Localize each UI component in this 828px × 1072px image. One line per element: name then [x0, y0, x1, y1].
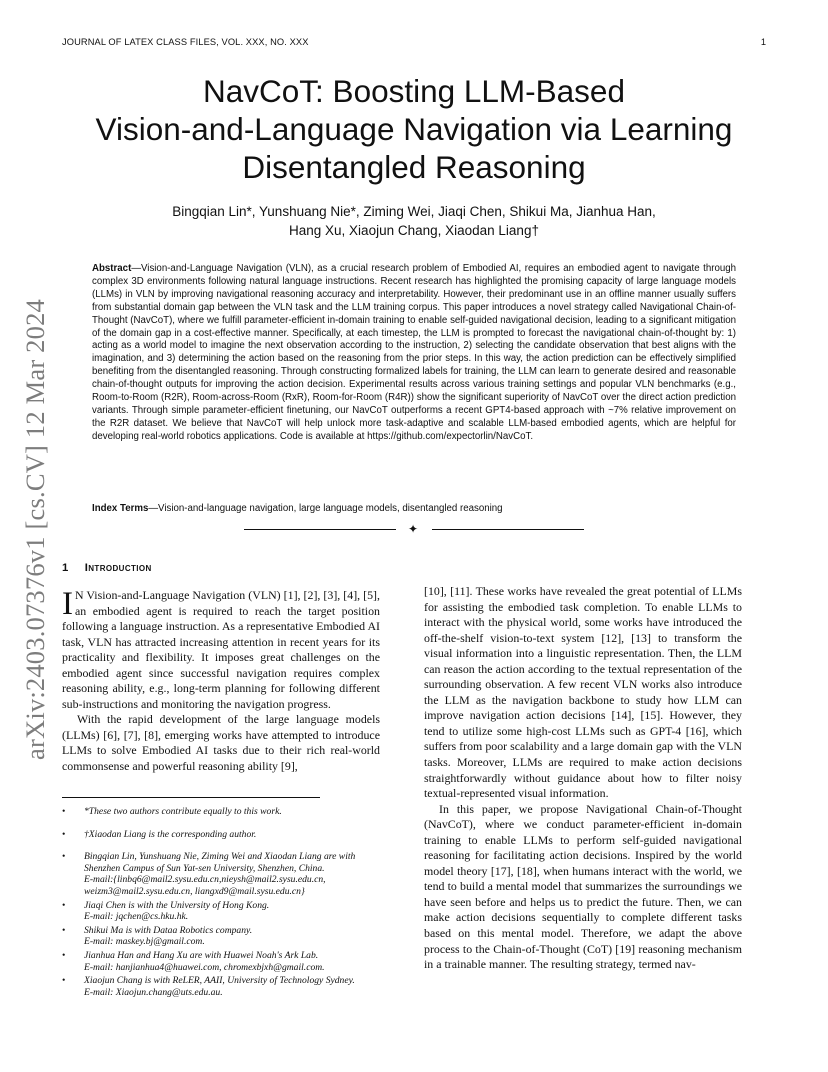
abstract-label: Abstract	[92, 263, 132, 274]
intro-paragraph-3: [10], [11]. These works have revealed the great potential of LLMs for assisting the embodied task completion. To enable LLMs to interact with the physical world, some works have introduced the off-the-shelf vision-to-text system [12], [13] to transform the visual information into a linguistic representation. Then, the LLM can reason the action according to the textual representation of the surrounding observation. A few recent VLN works also introduce the LLM as the navigation backbone to study how LLM can improve navigation action decisions [14], [15]. However, they tend to utilize some high-cost LLMs such as GPT-4 [16], which suffers from poor scalability and a large domain gap with the VLN tasks. Moreover, LLMs are required to make action decisions straightforwardly without guidance about how to filter noisy textual-represented visual information.	[424, 584, 742, 801]
paper-title	[62, 72, 766, 186]
intro-paragraph-1: I N Vision-and-Language Navigation (VLN) [1], [2], [3], [4], [5], an embodied agent is required to reach the target position following a language instruction. As a representative Embodied AI task, VLN has attracted increasing attention in recent years for its practicality and flexibility. It imposes great challenges on the embodied agent since successful navigation requires complex reasoning ability, e.g., long-term planning for following different sub-instructions and monitoring the navigation progress.	[62, 586, 380, 711]
footnote: • Shikui Ma is with Dataa Robotics company. E-mail: maskey.bj@gmail.com.	[62, 924, 253, 948]
abstract	[92, 263, 736, 444]
section-heading	[62, 562, 152, 574]
index-terms-label: Index Terms	[92, 503, 149, 514]
bullet-icon: •	[62, 949, 66, 961]
bullet-icon: •	[62, 924, 66, 936]
author-list	[62, 202, 766, 240]
diamond-icon: ✦	[408, 522, 419, 536]
author-line: Hang Xu, Xiaojun Chang, Xiaodan Liang†	[289, 223, 539, 238]
footnote: • Bingqian Lin, Yunshuang Nie, Ziming Wei and Xiaodan Liang are with Shenzhen Campus of Sun Yat-sen University, Shenzhen, China. E-mail:{linbq6@mail2.sysu.edu.cn,nieysh@mail2.sysu.edu.cn, weizm3@mail2.sysu.edu.cn, liangxd9@mail.sysu.edu.cn}	[62, 851, 356, 897]
arxiv-identifier-stamp: arXiv:2403.07376v1 [cs.CV] 12 Mar 2024	[20, 299, 50, 760]
title-line: NavCoT: Boosting LLM-Based	[203, 73, 625, 109]
footnote: • Xiaojun Chang is with ReLER, AAII, University of Technology Sydney. E-mail: Xiaojun.chang@uts.edu.au.	[62, 975, 355, 998]
drop-cap: I	[62, 586, 73, 622]
bullet-icon: •	[62, 975, 66, 987]
intro-paragraph-2: With the rapid development of the large language models (LLMs) [6], [7], [8], emerging works have attempted to introduce LLMs to solve Embodied AI tasks due to their rich real-world commonsense and powerful reasoning ability [9],	[62, 712, 380, 774]
footnote-rule	[62, 797, 320, 798]
bullet-icon: •	[62, 806, 66, 817]
intro-paragraph-4: In this paper, we propose Navigational Chain-of-Thought (NavCoT), where we conduct parameter-efficient in-domain training to enable LLMs to perform self-guided navigational reasoning for facilitating action decisions. Inspired by the world model theory [17], [18], when humans interact with the world, we tend to build a mental model that summarizes the surroundings we have seen before and helps us to predict the future. Then, we can make action decisions sequentially to complete different tasks based on this mental model. Therefore, we adapt the above process to the Chain-of-Thought (CoT) [19] reasoning mechanism in a trainable manner. The resulting strategy, termed nav-	[424, 801, 742, 972]
bullet-icon: •	[62, 851, 66, 863]
left-column	[62, 588, 380, 775]
separator-line-right	[432, 529, 584, 530]
section-separator	[244, 522, 584, 536]
footnotes	[62, 806, 402, 1000]
separator-line-left	[244, 529, 396, 530]
right-column	[424, 584, 742, 973]
bullet-icon: •	[62, 899, 66, 911]
title-line: Vision-and-Language Navigation via Learning	[95, 111, 733, 147]
index-terms	[92, 502, 736, 515]
page-number: 1	[760, 37, 766, 47]
bullet-icon: •	[62, 828, 66, 840]
abstract-text: —Vision-and-Language Navigation (VLN), as a crucial research problem of Embodied AI, requires an embodied agent to navigate through complex 3D environments following natural language instructions. Recent research has highlighted the promising capacity of large language models (LLMs) in VLN by improving navigational reasoning accuracy and interpretability. However, their predominant use in an offline manner usually suffers from substantial domain gap between the VLN task and the LLM training corpus. This paper introduces a novel strategy called Navigational Chain-of-Thought (NavCoT), where we fulfill parameter-efficient in-domain training to enable self-guided navigational decision, leading to a significant mitigation of the domain gap in a cost-effective manner. Specifically, at each timestep, the LLM is prompted to forecast the navigational chain-of-thought by: 1) acting as a world model to imagine the next observation according to the instruction, 2) selecting the candidate observation that best aligns with the imagination, and 3) determining the action based on the reasoning from the prior steps. In this way, the action prediction can be effectively simplified benefiting from the disentangled reasoning. Through constructing formalized labels for training, the LLM can learn to generate desired and reasonable chain-of-thought outputs for improving the action decision. Experimental results across various training settings and popular VLN benchmarks (e.g., Room-to-Room (R2R), Room-across-Room (RxR), Room-for-Room (R4R)) show the significant superiority of NavCoT over the direct action prediction variants. Through simple parameter-efficient finetuning, our NavCoT outperforms a recent GPT4-based approach with ~7% relative improvement on the R2R dataset. We believe that NavCoT will help unlock more task-adaptive and scalable LLM-based embodied agents, which are helpful for developing real-world robotics applications. Code is available at https://github.com/expectorlin/NavCoT.	[92, 263, 736, 442]
running-head: JOURNAL OF LATEX CLASS FILES, VOL. XXX, NO. XXX	[62, 37, 309, 47]
title-line: Disentangled Reasoning	[242, 149, 586, 185]
footnote: • Jianhua Han and Hang Xu are with Huawei Noah's Ark Lab. E-mail: hanjianhua4@huawei.com, chromexbjxh@gmail.com.	[62, 949, 325, 973]
author-line: Bingqian Lin*, Yunshuang Nie*, Ziming Wei, Jiaqi Chen, Shikui Ma, Jianhua Han,	[172, 204, 656, 219]
footnote: • †Xiaodan Liang is the corresponding author.	[62, 828, 257, 840]
footnote: • Jiaqi Chen is with the University of Hong Kong. E-mail: jqchen@cs.hku.hk.	[62, 899, 270, 923]
index-terms-text: —Vision-and-language navigation, large language models, disentangled reasoning	[148, 503, 503, 514]
section-title: Introduction	[84, 562, 152, 574]
section-number: 1	[62, 562, 69, 574]
footnote: • *These two authors contribute equally to this work.	[62, 806, 282, 817]
